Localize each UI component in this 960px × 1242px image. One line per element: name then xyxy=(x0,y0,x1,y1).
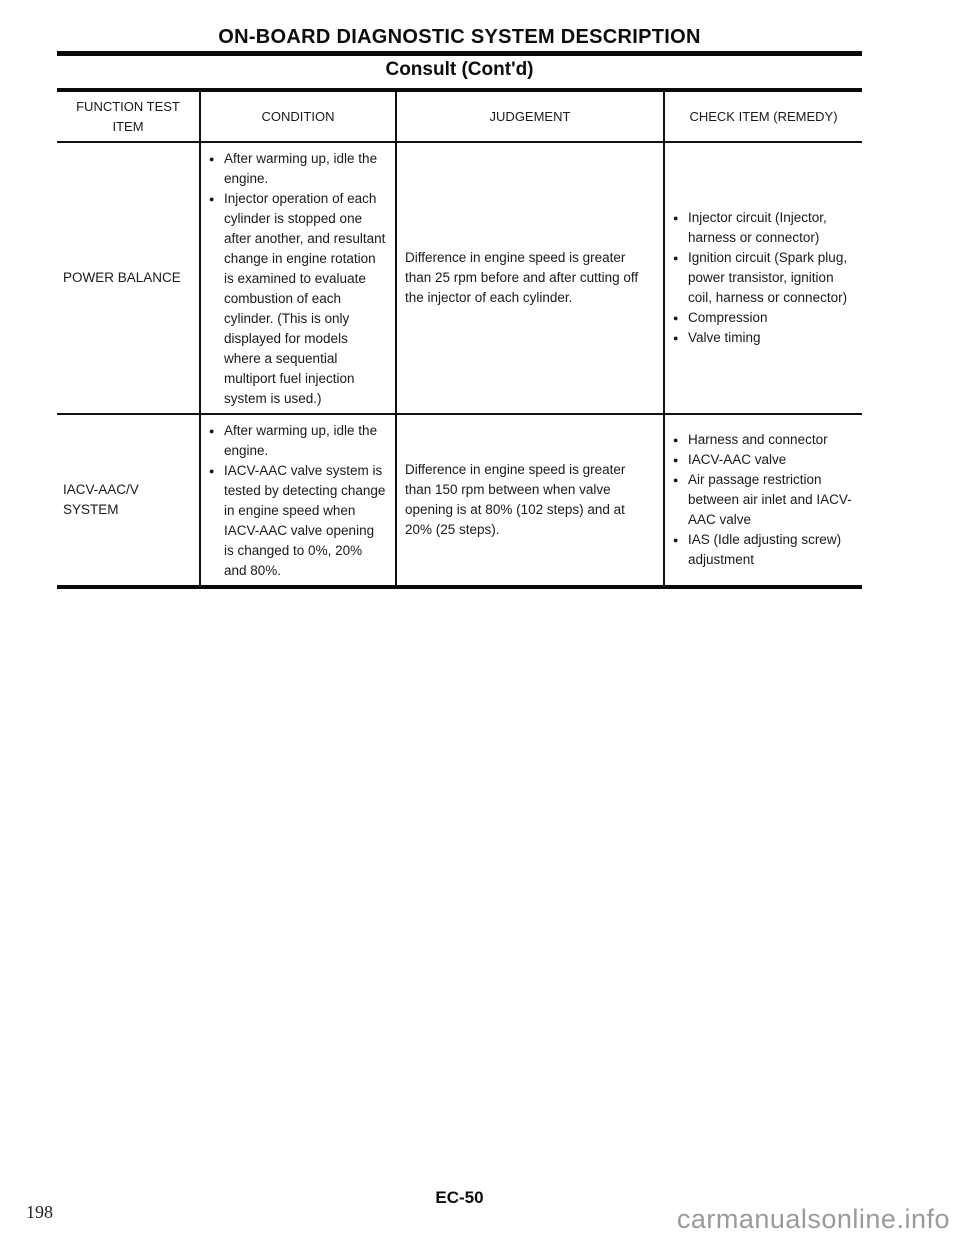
page-number: 198 xyxy=(26,1202,53,1222)
check-item-list xyxy=(673,430,854,570)
judgement-cell xyxy=(396,142,664,414)
judgement-cell xyxy=(396,414,664,587)
table-row-iacv-aac-v-system xyxy=(57,414,862,587)
watermark-text: carmanualsonline.info xyxy=(676,1204,950,1234)
condition-cell xyxy=(200,414,396,587)
check-item-bullet: ● Harness and connector xyxy=(673,430,854,450)
function-test-item: POWER BALANCE xyxy=(57,142,200,414)
col-header-condition: CONDITION xyxy=(200,90,396,142)
table-header-row xyxy=(57,90,862,142)
check-item-bullet: ● Compression xyxy=(673,308,854,328)
page-title: ON-BOARD DIAGNOSTIC SYSTEM DESCRIPTION xyxy=(218,26,701,48)
check-item-list xyxy=(673,208,854,348)
check-item-bullet: ● Ignition circuit (Spark plug, power transistor, ignition coil, harness or connector) xyxy=(673,248,854,308)
condition-bullet: ● After warming up, idle the engine. xyxy=(209,149,387,189)
check-item-bullet: ● IAS (Idle adjusting screw) adjustment xyxy=(673,530,854,570)
check-item-bullet: ● IACV-AAC valve xyxy=(673,450,854,470)
check-item-bullet: ● Air passage restriction between air inlet and IACV-AAC valve xyxy=(673,470,854,530)
title-rule xyxy=(57,51,862,56)
judgement-text: Difference in engine speed is greater than 150 rpm between when valve opening is at 80% (102 steps) and at 20% (25 steps). xyxy=(405,462,626,537)
page-footer-code: EC-50 xyxy=(435,1188,484,1207)
condition-cell xyxy=(200,142,396,414)
col-header-check-item: CHECK ITEM (REMEDY) xyxy=(664,90,862,142)
col-header-judgement: JUDGEMENT xyxy=(396,90,664,142)
condition-bullet: ● Injector operation of each cylinder is stopped one after another, and resultant change in engine rotation is examined to evaluate combustion of each cylinder. (This is only displayed for models where a sequential multiport fuel injection system is used.) xyxy=(209,189,387,409)
condition-bullet: ● After warming up, idle the engine. xyxy=(209,421,387,461)
condition-list xyxy=(209,421,387,581)
function-test-table xyxy=(57,88,862,589)
table-row-power-balance xyxy=(57,142,862,414)
col-header-function-test-item: FUNCTION TEST ITEM xyxy=(57,90,200,142)
check-item-bullet: ● Injector circuit (Injector, harness or connector) xyxy=(673,208,854,248)
condition-list xyxy=(209,149,387,409)
function-test-item: IACV-AAC/V SYSTEM xyxy=(63,482,139,517)
check-item-cell xyxy=(664,414,862,587)
page-subtitle: Consult (Cont'd) xyxy=(385,59,534,80)
condition-bullet: ● IACV-AAC valve system is tested by detecting change in engine speed when IACV-AAC valve opening is changed to 0%, 20% and 80%. xyxy=(209,461,387,581)
judgement-text: Difference in engine speed is greater than 25 rpm before and after cutting off the injector of each cylinder. xyxy=(405,250,639,305)
check-item-cell xyxy=(664,142,862,414)
check-item-bullet: ● Valve timing xyxy=(673,328,854,348)
